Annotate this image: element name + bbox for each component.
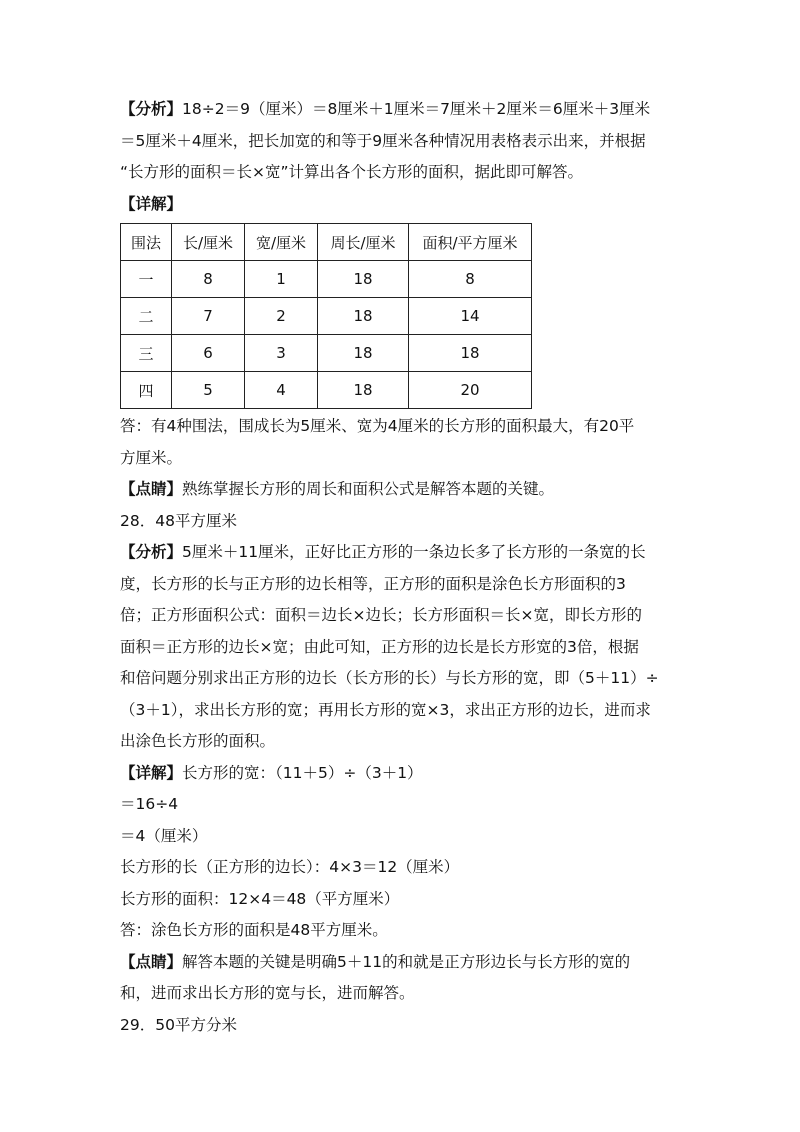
table-cell: 3 xyxy=(245,335,318,372)
detail-28-line-3: ＝4（厘米） xyxy=(120,826,208,845)
table-row xyxy=(121,372,532,409)
table-row xyxy=(121,335,532,372)
table-row xyxy=(121,298,532,335)
table-cell: 6 xyxy=(172,335,245,372)
detail-28-line-4: 长方形的长（正方形的边长）：4×3＝12（厘米） xyxy=(120,858,460,876)
analysis-28-line-4: 面积＝正方形的边长×宽；由此可知，正方形的边长是长方形宽的3倍，根据 xyxy=(120,637,639,656)
fence-methods-table xyxy=(120,223,532,409)
table-header-cell: 周长/厘米 xyxy=(318,224,409,261)
table-cell: 18 xyxy=(318,298,409,335)
analysis-28-line-1: 【分析】5厘米＋11厘米，正好比正方形的一条边长多了长方形的一条宽的长 xyxy=(120,543,646,561)
answer-27-line-2: 方厘米。 xyxy=(120,448,183,467)
detail-28-line-5: 长方形的面积：12×4＝48（平方厘米） xyxy=(120,889,400,908)
detail-28-line-6: 答：涂色长方形的面积是48平方厘米。 xyxy=(120,921,388,939)
analysis-27-line-1: 【分析】18÷2＝9（厘米）＝8厘米＋1厘米＝7厘米＋2厘米＝6厘米＋3厘米 xyxy=(120,100,651,118)
comment-label: 【点睛】 xyxy=(120,480,183,498)
table-cell: 7 xyxy=(172,298,245,335)
table-cell: 18 xyxy=(318,372,409,409)
comment-27: 【点睛】熟练掌握长方形的周长和面积公式是解答本题的关键。 xyxy=(120,480,555,498)
table-row xyxy=(121,261,532,298)
table-cell: 四 xyxy=(121,372,172,409)
table-cell: 18 xyxy=(409,335,532,372)
table-cell: 8 xyxy=(172,261,245,298)
table-header-cell: 长/厘米 xyxy=(172,224,245,261)
table-cell: 三 xyxy=(121,335,172,372)
detail-28-line-2: ＝16÷4 xyxy=(120,795,179,813)
table-cell: 二 xyxy=(121,298,172,335)
table-header-cell: 围法 xyxy=(121,224,172,261)
comment-28-line-2: 和，进而求出长方形的宽与长，进而解答。 xyxy=(120,984,415,1002)
table-cell: 18 xyxy=(318,261,409,298)
analysis-label: 【分析】 xyxy=(120,100,183,118)
table-cell: 4 xyxy=(245,372,318,409)
table-cell: 18 xyxy=(318,335,409,372)
analysis-28-line-5: 和倍问题分别求出正方形的边长（长方形的长）与长方形的宽，即（5＋11）÷ xyxy=(120,669,659,687)
table-cell: 2 xyxy=(245,298,318,335)
analysis-28-line-6: （3＋1），求出长方形的宽；再用长方形的宽×3，求出正方形的边长，进而求 xyxy=(120,700,651,719)
comment-label: 【点睛】 xyxy=(120,952,183,971)
question-29-heading: 29．50平方分米 xyxy=(120,1015,237,1034)
analysis-label: 【分析】 xyxy=(120,543,183,561)
table-header-cell: 面积/平方厘米 xyxy=(409,224,532,261)
analysis-27-line-2: ＝5厘米＋4厘米，把长加宽的和等于9厘米各种情况用表格表示出来，并根据 xyxy=(120,131,646,150)
detail-28-line-1: 【详解】长方形的宽：（11＋5）÷（3＋1） xyxy=(120,763,423,782)
detail-label: 【详解】 xyxy=(120,763,183,782)
analysis-28-line-7: 出涂色长方形的面积。 xyxy=(120,732,276,750)
comment-28-line-1: 【点睛】解答本题的关键是明确5＋11的和就是正方形边长与长方形的宽的 xyxy=(120,952,631,971)
table-cell: 一 xyxy=(121,261,172,298)
analysis-28-line-3: 倍；正方形面积公式：面积＝边长×边长；长方形面积＝长×宽，即长方形的 xyxy=(120,606,642,624)
table-cell: 1 xyxy=(245,261,318,298)
table-cell: 14 xyxy=(409,298,532,335)
table-header-cell: 宽/厘米 xyxy=(245,224,318,261)
analysis-27-line-3: “长方形的面积＝长×宽”计算出各个长方形的面积，据此即可解答。 xyxy=(120,163,584,181)
analysis-28-line-2: 度，长方形的长与正方形的边长相等，正方形的面积是涂色长方形面积的3 xyxy=(120,574,626,593)
table-cell: 5 xyxy=(172,372,245,409)
table-cell: 8 xyxy=(409,261,532,298)
answer-27-line-1: 答：有4种围法，围成长为5厘米、宽为4厘米的长方形的面积最大，有20平 xyxy=(120,417,635,435)
detail-27-label: 【详解】 xyxy=(120,194,183,213)
table-cell: 20 xyxy=(409,372,532,409)
question-28-heading: 28．48平方厘米 xyxy=(120,511,237,530)
table-header-row xyxy=(121,224,532,261)
document-page xyxy=(120,94,700,1041)
